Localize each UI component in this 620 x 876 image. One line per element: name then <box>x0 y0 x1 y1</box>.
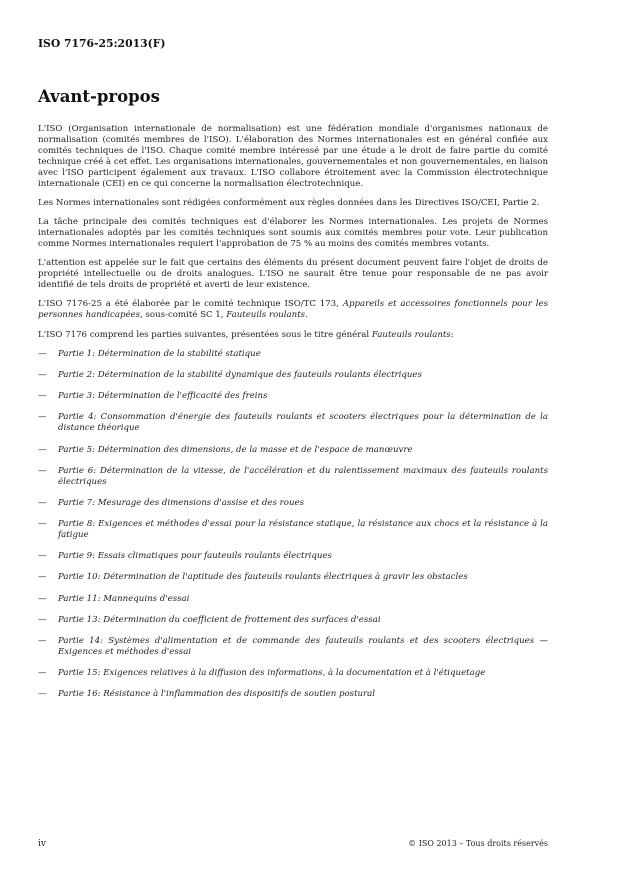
document-identifier: ISO 7176-25:2013(F) <box>38 37 166 50</box>
part-title: Partie 4: Consommation d'énergie des fauteuils roulants et scooters électriques pour la détermination de la distance théorique <box>58 412 548 434</box>
part-title: Partie 7: Mesurage des dimensions d'assise et des roues <box>58 497 304 508</box>
list-item <box>38 668 548 679</box>
list-item <box>38 572 548 583</box>
part-title: Partie 13: Détermination du coefficient de frottement des surfaces d'essai <box>58 614 381 625</box>
dash-marker: — <box>38 465 47 476</box>
dash-marker: — <box>38 412 47 423</box>
list-item <box>38 391 548 402</box>
part-title: Partie 2: Détermination de la stabilité dynamique des fauteuils roulants électriques <box>58 370 422 381</box>
part-title: Partie 9: Essais climatiques pour fauteuils roulants électriques <box>58 551 332 562</box>
dash-marker: — <box>38 668 47 679</box>
part-title: Partie 8: Exigences et méthodes d'essai pour la résistance statique, la résistance aux chocs et la résistance à la fatigue <box>58 519 548 540</box>
part-title: Partie 10: Détermination de l'aptitude des fauteuils roulants électriques à gravir les obstacles <box>58 572 468 583</box>
list-item <box>38 594 548 605</box>
parts-intro-text: L'ISO 7176 comprend les parties suivantes, présentées sous le titre général <box>38 329 372 340</box>
dash-marker: — <box>38 348 47 359</box>
list-item <box>38 466 548 488</box>
dash-marker: — <box>38 370 47 381</box>
paragraph-main-task: La tâche principale des comités techniques est d'élaborer les Normes internationales. Les projets de Normes internationales adoptés par les comités techniques sont soumis aux comités membres pour vote. Leur publication comme Normes internationales requiert l'approbation de 75 % au moins des comités membres votants. <box>38 217 548 249</box>
part-title: Partie 15: Exigences relatives à la diffusion des informations, à la documentation et à l'étiquetage <box>58 668 486 679</box>
foreword-body <box>38 124 548 711</box>
paragraph-committee <box>38 299 548 321</box>
dash-marker: — <box>38 519 47 530</box>
list-item <box>38 551 548 562</box>
dash-marker: — <box>38 391 47 402</box>
part-title: Partie 5: Détermination des dimensions, de la masse et de l'espace de manœuvre <box>58 444 413 455</box>
part-title: Partie 6: Détermination de la vitesse, de l'accélération et du ralentissement maximaux des fauteuils roulants électriques <box>58 465 548 487</box>
copyright-notice: © ISO 2013 – Tous droits réservés <box>408 839 548 848</box>
paragraph-patent-rights: L'attention est appelée sur le fait que certains des éléments du présent document peuvent faire l'objet de droits de propriété intellectuelle ou de droits analogues. L'ISO ne saurait être tenue pour responsable de ne pas avoir identifié de tels droits de propriété et averti de leur existence. <box>38 258 548 291</box>
part-title: Partie 1: Détermination de la stabilité statique <box>58 348 261 359</box>
committee-text-a: L'ISO 7176-25 a été élaborée par le comité technique ISO/TC 173, <box>38 299 343 310</box>
list-item <box>38 349 548 360</box>
dash-marker: — <box>38 689 47 700</box>
general-title: Fauteuils roulants <box>371 329 451 340</box>
paragraph-directives: Les Normes internationales sont rédigées conformément aux règles données dans les Directives ISO/CEI, Partie 2. <box>38 197 540 208</box>
list-item <box>38 498 548 509</box>
list-item <box>38 636 548 658</box>
list-item <box>38 412 548 434</box>
list-item <box>38 370 548 381</box>
part-title: Partie 16: Résistance à l'inflammation des dispositifs de soutien postural <box>58 689 376 700</box>
paragraph-parts-intro <box>38 330 548 341</box>
parts-list <box>38 349 548 700</box>
parts-intro-colon: : <box>450 329 454 340</box>
committee-title: Appareils et accessoires fonctionnels pour les personnes handicapées <box>38 299 548 321</box>
dash-marker: — <box>38 636 47 646</box>
list-item <box>38 445 548 456</box>
subcommittee-title: Fauteuils roulants <box>226 310 306 321</box>
committee-text-c: , sous-comité SC 1, <box>140 310 227 321</box>
page-number: iv <box>38 839 46 849</box>
dash-marker: — <box>38 551 47 562</box>
dash-marker: — <box>38 593 47 604</box>
dash-marker: — <box>38 572 47 583</box>
part-title: Partie 14: Systèmes d'alimentation et de commande des fauteuils roulants et des scooters électriques — Exigences et méthodes d'essai <box>58 636 548 657</box>
part-title: Partie 3: Détermination de l'efficacité des freins <box>58 391 268 402</box>
part-title: Partie 11: Mannequins d'essai <box>58 593 190 604</box>
dash-marker: — <box>38 614 47 625</box>
list-item <box>38 519 548 541</box>
dash-marker: — <box>38 444 47 455</box>
list-item <box>38 615 548 626</box>
list-item <box>38 689 548 700</box>
dash-marker: — <box>38 497 47 508</box>
committee-text-e: . <box>305 310 308 321</box>
page-title: Avant-propos <box>38 87 160 106</box>
paragraph-iso-intro: L'ISO (Organisation internationale de normalisation) est une fédération mondiale d'organismes nationaux de normalisation (comités membres de l'ISO). L'élaboration des Normes internationales est en général confiée aux comités techniques de l'ISO. Chaque comité membre intéressé par une étude a le droit de faire partie du comité technique créé à cet effet. Les organisations internationales, gouvernementales et non gouvernementales, en liaison avec l'ISO participent également aux travaux. L'ISO collabore étroitement avec la Commission électrotechnique internationale (CEI) en ce qui concerne la normalisation électrotechnique. <box>38 124 548 189</box>
